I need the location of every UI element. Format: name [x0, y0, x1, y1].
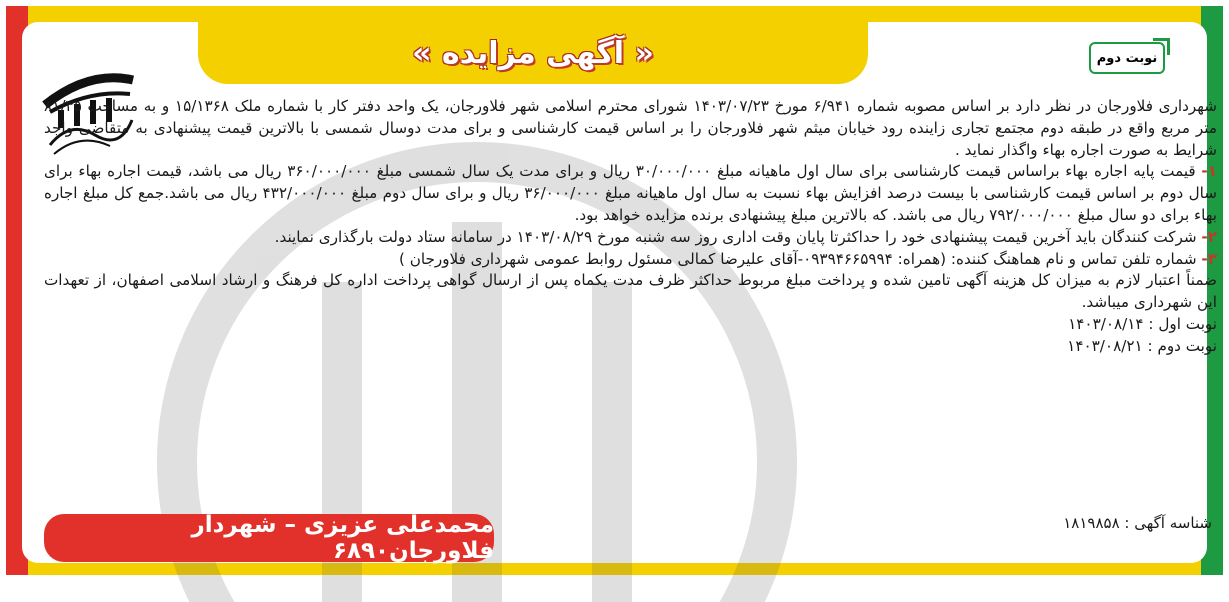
ad-frame	[6, 6, 1223, 575]
round-2-date: نوبت دوم : ۱۴۰۳/۰۸/۲۱	[1067, 336, 1217, 355]
item-3-number: ۳-	[1201, 249, 1217, 268]
item-2-text: شرکت کنندگان باید آخرین قیمت پیشنهادی خود را حداکثرتا پایان وقت اداری روز سه شنبه مورخ ۱۴۰۳/۰۸/۲۹ در سامانه ستاد دولت بارگذاری نمایند.	[274, 227, 1197, 246]
round-1-date: نوبت اول : ۱۴۰۳/۰۸/۱۴	[1068, 314, 1217, 333]
item-2	[44, 227, 1217, 249]
item-1-text: قیمت پایه اجاره بهاء براساس قیمت کارشناسی برای سال اول ماهیانه مبلغ ۳۰/۰۰۰/۰۰۰ ریال و برای مدت یک سال شمسی مبلغ ۳۶۰/۰۰۰/۰۰۰ ریال می باشد، قیمت اجاره بهاء برای سال دوم بر اساس قیمت کارشناسی با بیست درصد افزایش بهاء نسبت به سال اول ماهیانه مبلغ ۳۶/۰۰۰/۰۰۰ ریال و برای سال دوم مبلغ ۴۳۲/۰۰۰/۰۰۰ ریال می باشد.جمع کل مبلغ اجاره بهاء برای دو سال مبلغ ۷۹۲/۰۰۰/۰۰۰ ریال می باشد. که بالاترین مبلغ پیشنهادی برنده مزایده خواهد بود.	[44, 162, 1217, 224]
intro-paragraph: شهرداری فلاورجان در نظر دارد بر اساس مصوبه شماره ۶/۹۴۱ مورخ ۱۴۰۳/۰۷/۲۳ شورای محترم اسلامی شهر فلاورجان، یک واحد دفتر کار با شماره ملک ۱۵/۱۳۶۸ و به مساحت ۸۱/۳۵ متر مربع واقع در طبقه دوم مجتمع تجاری زاینده رود خیابان میثم شهر فلاورجان را بر اساس قیمت کارشناسی و برای مدت دوسال شمسی با بالاترین قیمت پیشنهادی به متقاضی واجد شرایط به صورت اجاره بهاء واگذار نماید .	[44, 97, 1217, 159]
item-3-text: شماره تلفن تماس و نام هماهنگ کننده: (همراه: ۰۹۳۹۴۶۶۵۹۹۴-آقای علیرضا کمالی مسئول روابط عمومی شهرداری فلاورجان )	[398, 249, 1197, 268]
ad-identifier: شناسه آگهی : ۱۸۱۹۸۵۸	[1063, 514, 1212, 532]
item-3	[44, 249, 1217, 271]
title-banner	[198, 22, 868, 84]
ad-body	[44, 96, 1217, 358]
item-1	[44, 161, 1217, 226]
ad-title: « آگهی مزایده »	[412, 35, 654, 71]
item-1-number: ۱-	[1201, 162, 1218, 181]
item-2-number: ۲-	[1201, 227, 1217, 246]
note-paragraph: ضمناً اعتبار لازم به میزان کل هزینه آگهی تامین شده و پرداخت مبلغ مربوط حداکثر ظرف مدت یکماه پس از ارسال گواهی پرداخت اداره کل فرهنگ و ارشاد اسلامی اصفهان، از تعهدات این شهرداری میباشد.	[44, 271, 1217, 312]
signature-box: محمدعلی عزیزی – شهردار فلاورجان۶۸۹۰	[44, 514, 494, 562]
ad-content-panel	[22, 22, 1218, 564]
round-badge: نوبت دوم	[1089, 42, 1165, 74]
